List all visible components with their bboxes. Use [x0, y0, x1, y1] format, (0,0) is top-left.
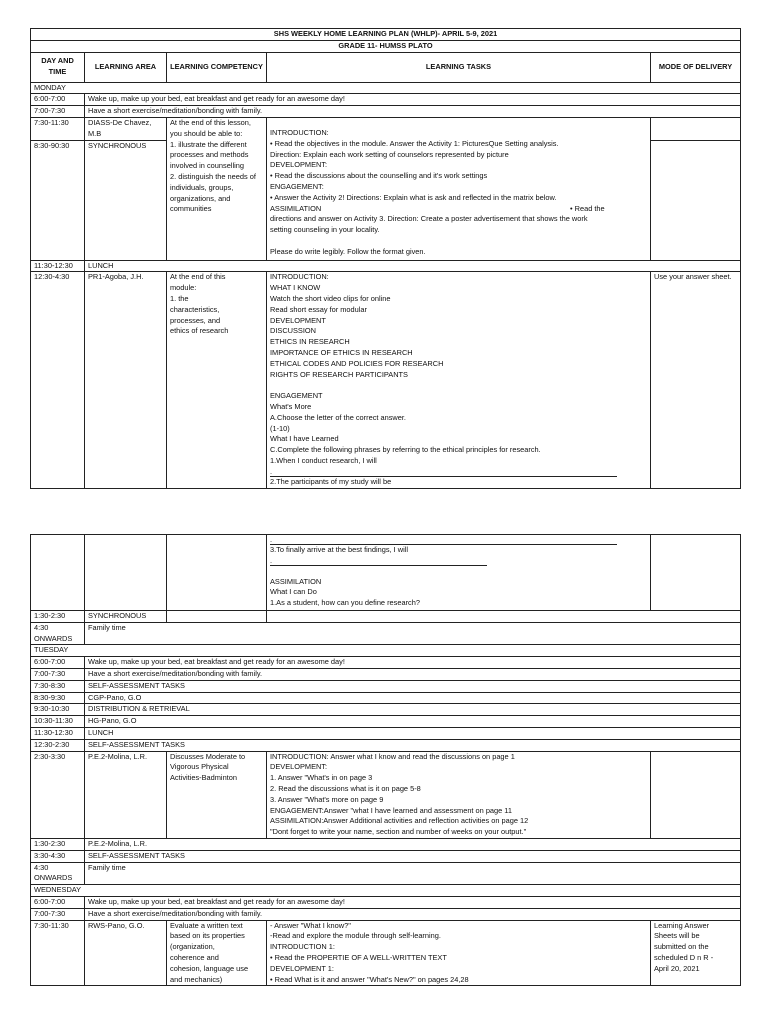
- competency-cell: [167, 611, 267, 623]
- tasks-cell: [267, 535, 651, 611]
- time-cell: 3:30-4:30: [31, 850, 85, 862]
- learning-area-cell: P.E.2-Molina, L.R.: [85, 751, 167, 838]
- task-line: ASSIMILATION: [270, 576, 322, 586]
- day-label-monday: MONDAY: [31, 82, 741, 94]
- time-cell: 1:30-2:30: [31, 611, 85, 623]
- activity-cell: LUNCH: [85, 260, 741, 272]
- time-cell: 6:00-7:00: [31, 657, 85, 669]
- weekly-plan-table-continued: [30, 534, 741, 986]
- competency-line: Vigorous Physical: [170, 762, 229, 772]
- task-line: ENGAGEMENT: [270, 391, 323, 401]
- task-line: INTRODUCTION:: [270, 272, 329, 282]
- task-text: • Read the: [570, 203, 605, 213]
- activity-cell: DISTRIBUTION & RETRIEVAL: [85, 704, 741, 716]
- time-cell: 7:30-11:30: [31, 117, 85, 140]
- task-line: (1-10): [270, 423, 290, 433]
- day-label-wednesday: WEDNESDAY: [31, 885, 741, 897]
- time-cell: 6:00-7:00: [31, 896, 85, 908]
- task-line: 1.As a student, how can you define research?: [270, 598, 420, 608]
- learning-area-cell: SYNCHRONOUS: [85, 611, 167, 623]
- competency-line: Evaluate a written text: [170, 920, 243, 930]
- header-mode-of-delivery: MODE OF DELIVERY: [651, 52, 741, 82]
- time-cell: 11:30-12:30: [31, 260, 85, 272]
- task-line: Read short essay for modular: [270, 304, 367, 314]
- time-cell: 7:30-11:30: [31, 920, 85, 986]
- task-line: "Dont forget to write your name, section and number of weeks on your output.": [270, 827, 527, 837]
- time-cell: 9:30-10:30: [31, 704, 85, 716]
- activity-cell: SELF-ASSESSMENT TASKS: [85, 739, 741, 751]
- task-line: 2.The participants of my study will be: [270, 476, 392, 486]
- activity-cell: Have a short exercise/meditation/bonding with family.: [85, 908, 741, 920]
- delivery-cell: [651, 140, 741, 260]
- task-line: ETHICAL CODES AND POLICIES FOR RESEARCH: [270, 358, 444, 368]
- tasks-cell: [267, 611, 741, 623]
- competency-line: module:: [170, 283, 197, 293]
- delivery-line: Sheets will be: [654, 931, 700, 941]
- activity-cell: SELF-ASSESSMENT TASKS: [85, 850, 741, 862]
- time-cell: 8:30-9:30: [31, 692, 85, 704]
- competency-line: 1. illustrate the different processes and methods involved in counselling: [170, 139, 249, 171]
- answer-blank-line: [270, 467, 617, 477]
- task-line: DEVELOPMENT 1:: [270, 963, 334, 973]
- competency-cell: [167, 751, 267, 838]
- delivery-line: submitted on the: [654, 942, 709, 952]
- blank-line: [270, 380, 647, 391]
- time-cell: 1:30-2:30: [31, 838, 85, 850]
- header-learning-area: LEARNING AREA: [85, 52, 167, 82]
- tasks-cell: [267, 117, 651, 260]
- task-line: 2. Read the discussions what is it on page 5-8: [270, 783, 421, 793]
- delivery-line: April 20, 2021: [654, 963, 700, 973]
- learning-area-cell: PR1-Agoba, J.H.: [85, 272, 167, 488]
- time-cell: 4:30 ONWARDS: [31, 622, 85, 645]
- time-cell: 7:00-7:30: [31, 908, 85, 920]
- competency-cell: [167, 920, 267, 986]
- time-cell: 12:30-4:30: [31, 272, 85, 488]
- plan-title: SHS WEEKLY HOME LEARNING PLAN (WHLP)- APRIL 5-9, 2021: [31, 29, 741, 41]
- time-cell: 4:30 ONWARDS: [31, 862, 85, 885]
- activity-cell: Have a short exercise/meditation/bonding with family.: [85, 668, 741, 680]
- grade-section: GRADE 11- HUMSS PLATO: [31, 40, 741, 52]
- task-line: IMPORTANCE OF ETHICS IN RESEARCH: [270, 347, 413, 357]
- task-line: What's More: [270, 401, 312, 411]
- task-line: ENGAGEMENT:Answer "what I have learned and assessment on page 11: [270, 805, 512, 815]
- time-cell: 8:30-90:30: [31, 140, 85, 260]
- time-cell: 12:30-2:30: [31, 739, 85, 751]
- header-learning-tasks: LEARNING TASKS: [267, 52, 651, 82]
- competency-line: 1. the: [170, 293, 189, 303]
- task-line: C.Complete the following phrases by referring to the ethical principles for research.: [270, 445, 541, 455]
- task-line: A.Choose the letter of the correct answer.: [270, 412, 406, 422]
- delivery-cell: [651, 535, 741, 611]
- answer-blank-line: [270, 535, 617, 545]
- blank-line: [270, 236, 647, 247]
- tasks-cell: [267, 272, 651, 488]
- time-cell: 7:30-8:30: [31, 680, 85, 692]
- time-cell: 6:00-7:00: [31, 94, 85, 106]
- task-line: DEVELOPMENT: [270, 315, 326, 325]
- delivery-line: Learning Answer: [654, 920, 710, 930]
- task-line: setting counseling in your locality.: [270, 225, 380, 235]
- task-line: 3.To finally arrive at the best findings, I will: [270, 545, 409, 554]
- document-page-1: [30, 28, 740, 489]
- activity-cell: HG-Pano, G.O: [85, 716, 741, 728]
- time-cell: 10:30-11:30: [31, 716, 85, 728]
- delivery-cell: [651, 751, 741, 838]
- competency-line: 2. distinguish the needs of individuals, groups, organizations, and communities: [170, 171, 256, 214]
- competency-line: characteristics,: [170, 304, 220, 314]
- task-line: DEVELOPMENT:: [270, 160, 328, 170]
- activity-cell: CGP-Pano, G.O: [85, 692, 741, 704]
- delivery-cell: [651, 117, 741, 140]
- task-line: • Answer the Activity 2! Directions: Explain what is ask and reflected in the matrix below.: [270, 192, 557, 202]
- task-line: ENGAGEMENT:: [270, 181, 324, 191]
- competency-line: At the end of this lesson, you should be able to:: [170, 117, 251, 138]
- task-line: ASSIMILATION:Answer Additional activities and reflection activities on page 12: [270, 816, 529, 826]
- time-cell: 7:00-7:30: [31, 106, 85, 118]
- competency-line: (organization,: [170, 942, 215, 952]
- learning-area-cell: DIASS-De Chavez, M.B: [85, 117, 167, 140]
- time-cell: 7:00-7:30: [31, 668, 85, 680]
- competency-line: At the end of this: [170, 272, 226, 282]
- task-line: directions and answer on Activity 3. Direction: Create a poster advertisement that shows the work: [270, 214, 588, 224]
- activity-cell: LUNCH: [85, 727, 741, 739]
- task-line: 3. Answer "What's more on page 9: [270, 794, 384, 804]
- delivery-cell: [651, 920, 741, 986]
- learning-area-cell: SYNCHRONOUS: [85, 140, 167, 260]
- answer-blank-line: [270, 556, 487, 566]
- competency-line: processes, and: [170, 315, 221, 325]
- learning-area-cell: [85, 535, 167, 611]
- task-line: • Read the objectives in the module. Answer the Activity 1: PicturesQue Setting analysis.: [270, 138, 559, 148]
- tasks-cell: [267, 920, 651, 986]
- header-day-time: DAY AND TIME: [31, 52, 85, 82]
- competency-line: based on its properties: [170, 931, 245, 941]
- task-line: WHAT I KNOW: [270, 283, 321, 293]
- tasks-cell: [267, 751, 651, 838]
- task-line: What I have Learned: [270, 434, 339, 444]
- task-line: RIGHTS OF RESEARCH PARTICIPANTS: [270, 369, 408, 379]
- task-line: Direction: Explain each work setting of counselors represented by picture: [270, 149, 509, 159]
- learning-area-cell: RWS-Pano, G.O.: [85, 920, 167, 986]
- activity-cell: Have a short exercise/meditation/bonding with family.: [85, 106, 741, 118]
- task-line: - Answer "What I know?": [270, 920, 351, 930]
- blank-line: [270, 566, 647, 577]
- task-line: DEVELOPMENT:: [270, 762, 328, 772]
- activity-cell: SELF-ASSESSMENT TASKS: [85, 680, 741, 692]
- document-page-2: [30, 534, 740, 986]
- task-text: ASSIMILATION: [270, 203, 322, 213]
- task-line: 1. Answer "What's in on page 3: [270, 773, 373, 783]
- task-line: INTRODUCTION 1:: [270, 942, 335, 952]
- competency-cell: [167, 117, 267, 260]
- task-line: What I can Do: [270, 587, 317, 597]
- task-line: -Read and explore the module through self-learning.: [270, 931, 441, 941]
- task-line: ETHICS IN RESEARCH: [270, 337, 350, 347]
- competency-line: coherence and: [170, 952, 219, 962]
- competency-line: Discusses Moderate to: [170, 751, 246, 761]
- task-line: [270, 204, 647, 215]
- delivery-cell: Use your answer sheet.: [651, 272, 741, 488]
- activity-cell: Wake up, make up your bed, eat breakfast and get ready for an awesome day!: [85, 94, 741, 106]
- activity-cell: Wake up, make up your bed, eat breakfast and get ready for an awesome day!: [85, 896, 741, 908]
- activity-cell: Wake up, make up your bed, eat breakfast and get ready for an awesome day!: [85, 657, 741, 669]
- task-line: 1.When I conduct research, I will: [270, 455, 377, 465]
- competency-line: and mechanics): [170, 974, 223, 984]
- time-cell: 2:30-3:30: [31, 751, 85, 838]
- task-line: • Read What is it and answer "What's New?" on pages 24,28: [270, 974, 469, 984]
- task-line: Please do write legibly. Follow the format given.: [270, 246, 426, 256]
- weekly-plan-table: [30, 28, 741, 489]
- activity-cell: P.E.2-Molina, L.R.: [85, 838, 741, 850]
- task-line: INTRODUCTION: Answer what I know and read the discussions on page 1: [270, 751, 515, 761]
- time-cell: 11:30-12:30: [31, 727, 85, 739]
- task-line: Watch the short video clips for online: [270, 293, 391, 303]
- header-learning-competency: LEARNING COMPETENCY: [167, 52, 267, 82]
- task-line: INTRODUCTION:: [270, 127, 329, 137]
- task-line: • Read the discussions about the counselling and it's work settings: [270, 171, 488, 181]
- task-line: • Read the PROPERTIE OF A WELL-WRITTEN TEXT: [270, 952, 447, 962]
- activity-cell: Family time: [85, 622, 741, 645]
- delivery-line: scheduled D n R -: [654, 952, 714, 962]
- activity-cell: Family time: [85, 862, 741, 885]
- time-cell: [31, 535, 85, 611]
- competency-line: ethics of research: [170, 326, 229, 336]
- day-label-tuesday: TUESDAY: [31, 645, 741, 657]
- competency-line: Activities-Badminton: [170, 773, 237, 783]
- competency-line: cohesion, language use: [170, 963, 249, 973]
- task-line: DISCUSSION: [270, 326, 316, 336]
- competency-cell: [167, 535, 267, 611]
- competency-cell: [167, 272, 267, 488]
